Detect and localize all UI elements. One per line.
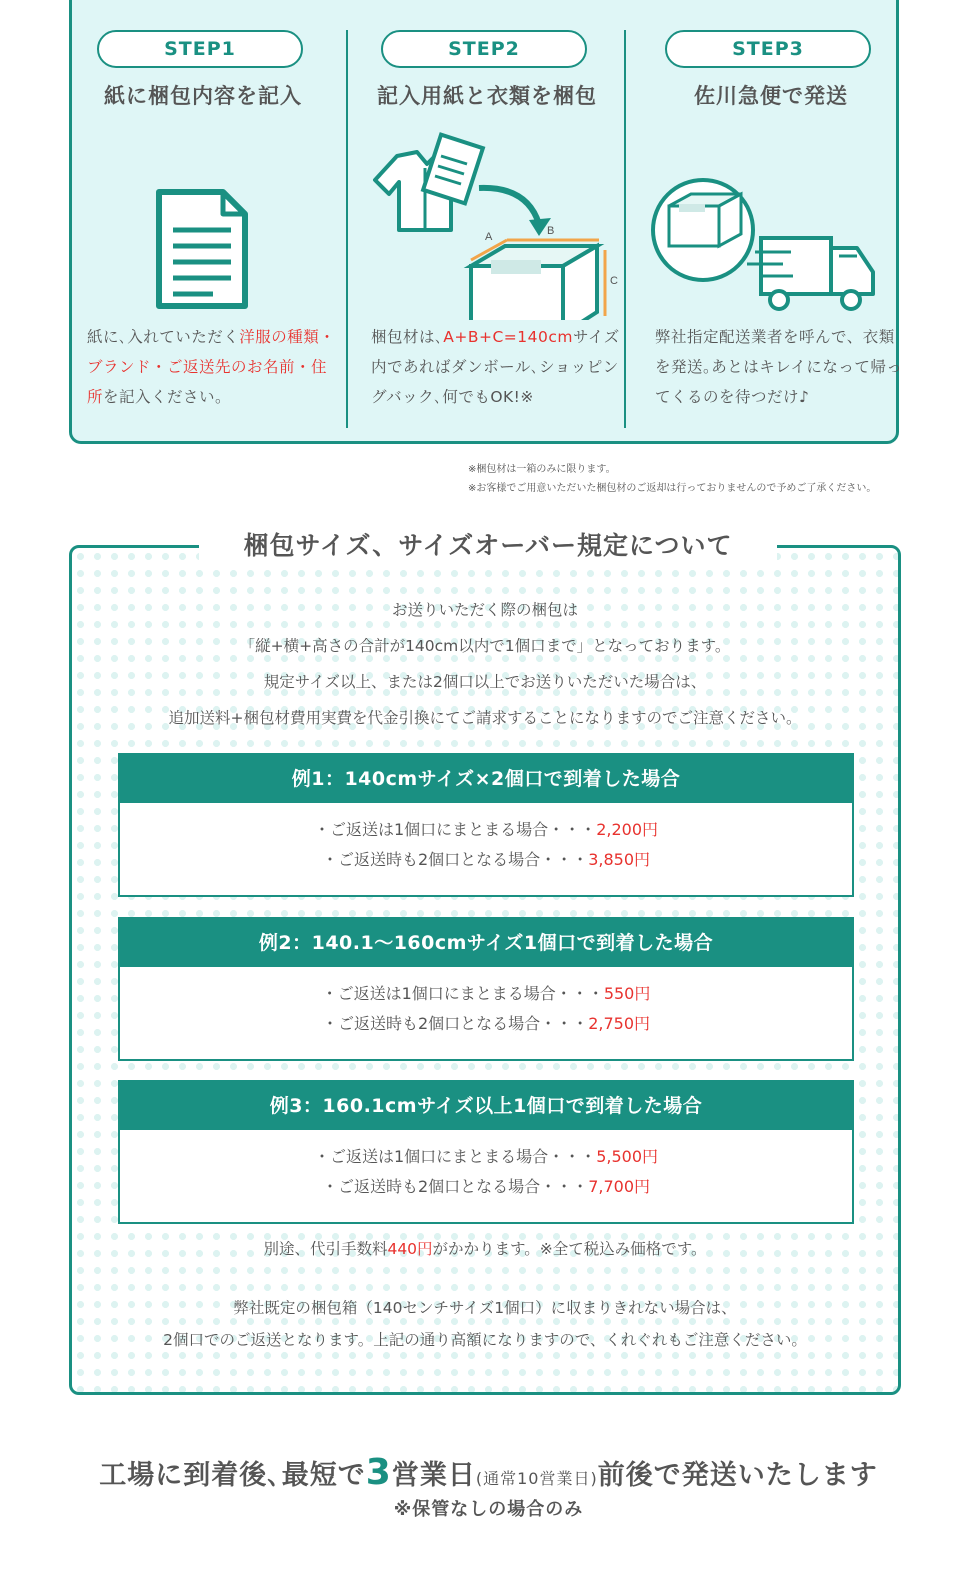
example-line: ・ご返送は1個口にまとまる場合・・・2,200円: [314, 820, 658, 839]
note-line: ※お客様でご用意いただいた梱包材のご返却は行っておりませんので予めご了承ください。: [468, 483, 877, 494]
packing-notes: [468, 460, 876, 498]
step-title: 紙に梱包内容を記入: [104, 84, 302, 108]
size-rules-intro: [69, 592, 901, 736]
example-card: [118, 1080, 854, 1224]
price: 3,850円: [588, 850, 650, 869]
note-line: ※梱包材は一箱のみに限ります。: [468, 464, 616, 475]
step-description: 弊社指定配送業者を呼んで、衣類を発送｡あとはキレイになって帰ってくるのを待つだけ♪: [655, 328, 903, 406]
example-card: [118, 753, 854, 897]
closing-note: [69, 1292, 901, 1356]
packing-box-icon: [367, 120, 623, 320]
delivery-truck-icon: [651, 120, 907, 320]
dimension-label-c: C: [610, 275, 618, 287]
price: 2,200円: [596, 820, 658, 839]
step-title: 佐川急便で発送: [694, 84, 848, 108]
step-label: STEP1: [97, 30, 303, 68]
price: 550円: [603, 984, 651, 1003]
example-title: 例2：140.1～160cmサイズ1個口で到着した場合: [120, 919, 852, 967]
shipping-note: ※保管なしの場合のみ: [393, 1499, 584, 1520]
example-line: ・ご返送時も2個口となる場合・・・2,750円: [322, 1014, 650, 1033]
dimension-label-b: B: [547, 225, 555, 237]
step-3: [651, 30, 907, 428]
step-description: 紙に､入れていただく洋服の種類・ブランド・ご返送先のお名前・住所を記入ください。: [87, 328, 336, 406]
step-divider: [624, 30, 626, 428]
closing-line: 2個口でのご返送となります。上記の通り高額になりますので、くれぐれもご注意ください。: [163, 1331, 807, 1349]
closing-line: 弊社既定の梱包箱（140センチサイズ1個口）に収まりきれない場合は、: [233, 1299, 737, 1317]
cod-fee-amount: 440円: [387, 1240, 433, 1258]
example-line: ・ご返送は1個口にまとまる場合・・・550円: [321, 984, 651, 1003]
dimension-label-a: A: [485, 231, 493, 243]
example-title: 例3：160.1cmサイズ以上1個口で到着した場合: [120, 1082, 852, 1130]
step-2: [367, 30, 623, 428]
example-line: ・ご返送は1個口にまとまる場合・・・5,500円: [314, 1147, 658, 1166]
step-divider: [346, 30, 348, 428]
step-1: [83, 30, 339, 428]
example-line: ・ご返送時も2個口となる場合・・・7,700円: [322, 1177, 650, 1196]
size-rules-title: 梱包サイズ、サイズオーバー規定について: [199, 527, 777, 565]
step-label: STEP3: [665, 30, 871, 68]
price: 2,750円: [588, 1014, 650, 1033]
example-card: [118, 917, 854, 1061]
intro-line: 規定サイズ以上、または2個口以上でお送りいただいた場合は、: [263, 673, 707, 691]
step-title: 記入用紙と衣類を梱包: [377, 84, 597, 108]
cod-fee-note: 別途、代引手数料440円がかかります。※全て税込み価格です。: [263, 1240, 707, 1258]
price: 5,500円: [596, 1147, 658, 1166]
step-label: STEP2: [381, 30, 587, 68]
intro-line: 「縦+横+高さの合計が140cm以内で1個口まで」となっております。: [239, 637, 731, 655]
shipping-time-heading: 工場に到着後､最短で3営業日(通常10営業日)前後で発送いたします: [99, 1452, 878, 1493]
price: 7,700円: [588, 1177, 650, 1196]
shipping-days: 3: [365, 1452, 392, 1493]
intro-line: 追加送料+梱包材費用実費を代金引換にてご請求することになりますのでご注意ください。: [168, 709, 802, 727]
example-line: ・ご返送時も2個口となる場合・・・3,850円: [322, 850, 650, 869]
step-description: 梱包材は､A+B+C=140cmサイズ内であればダンボール､ショッピングバック､何でもOK!※: [371, 328, 620, 406]
document-icon: [83, 120, 339, 320]
example-title: 例1：140cmサイズ×2個口で到着した場合: [120, 755, 852, 803]
intro-line: お送りいただく際の梱包は: [391, 601, 578, 619]
